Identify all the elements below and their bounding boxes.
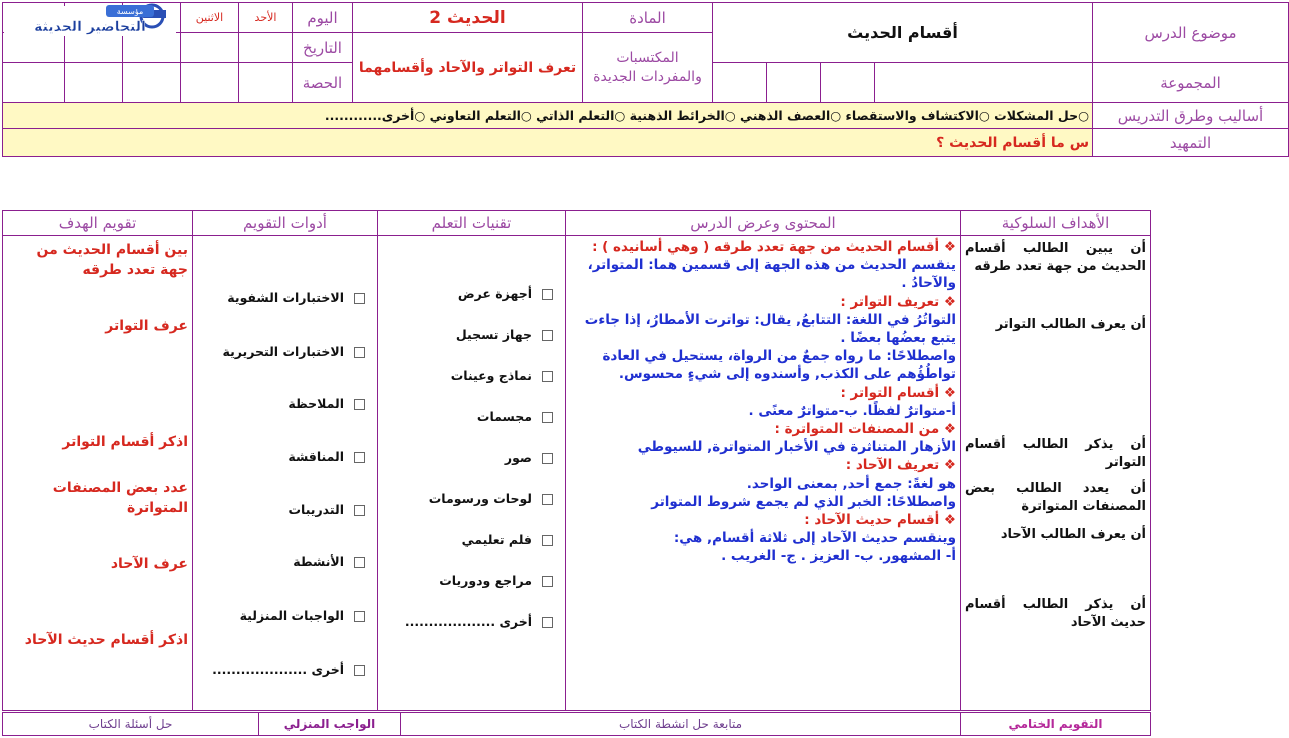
vocab-label: المكتسبات والمفردات الجديدة [583, 33, 713, 103]
content-heading: ❖ أقسام التواتر : [840, 384, 956, 401]
evaluation-item: عدد بعض المصنفات المتواترة [52, 480, 188, 516]
period-cell [123, 63, 181, 103]
technique-label: جهاز تسجيل [455, 327, 532, 342]
logo-line1: مؤسسة [116, 7, 144, 16]
col-objectives-header: الأهداف السلوكية [961, 211, 1151, 236]
content-heading: ❖ تعريف التواتر : [840, 293, 956, 310]
date-label: التاريخ [293, 33, 353, 63]
checkbox-icon[interactable] [542, 576, 553, 587]
technique-label: لوحات ورسومات [428, 491, 532, 506]
group-cell [767, 63, 821, 103]
tool-item[interactable] [288, 449, 365, 464]
checkbox-icon[interactable] [354, 452, 365, 463]
tools-cell [193, 236, 378, 711]
technique-label: أخرى ................... [404, 614, 532, 629]
period-cell [65, 63, 123, 103]
content-line: الأزهار المتناثرة في الأخبار المتواترة, للسيوطي [637, 439, 956, 456]
technique-label: مجسمات [476, 409, 532, 424]
technique-label: أجهزة عرض [457, 286, 532, 301]
checkbox-icon[interactable] [542, 535, 553, 546]
intro-text: س ما أقسام الحديث ؟ [3, 129, 1093, 157]
tool-item[interactable] [293, 554, 365, 569]
checkbox-icon[interactable] [542, 371, 553, 382]
objective-item: أن يذكر الطالب أقسام حديث الآحاد [965, 597, 1146, 630]
tool-label: الواجبات المنزلية [239, 608, 344, 623]
evaluation-item: اذكر أقسام حديث الآحاد [24, 632, 188, 648]
tool-item[interactable] [240, 608, 365, 623]
evaluation-item: اذكر أقسام التواتر [62, 434, 188, 450]
content-heading: ❖ أقسام الحديث من جهة تعدد طرقه ( وهي أسانيده ) : [592, 239, 956, 255]
tool-item[interactable] [288, 502, 365, 517]
content-cell [566, 236, 961, 711]
technique-label: فلم تعليمي [461, 532, 532, 547]
objective-item: أن يعرف الطالب الآحاد [1000, 527, 1146, 542]
final-eval-label: التقويم الختامي [961, 713, 1151, 736]
technique-item[interactable] [462, 532, 553, 547]
group-cell [713, 63, 767, 103]
vocab-value: تعرف التواتر والآحاد وأقسامهما [353, 33, 583, 103]
content-line: أ- المشهور. ب- العزيز . ج- الغريب . [721, 548, 956, 565]
checkbox-icon[interactable] [354, 557, 365, 568]
content-heading: ❖ من المصنفات المتواترة : [774, 421, 956, 438]
period-label: الحصة [293, 63, 353, 103]
technique-item[interactable] [439, 573, 553, 588]
logo-line2: التحاضير الحديثة [34, 19, 146, 35]
technique-item[interactable] [405, 614, 553, 629]
objective-item: أن يبين الطالب أقسام الحديث من جهة تعدد طرقه [965, 241, 1146, 274]
evaluation-item: عرف التواتر [105, 318, 188, 334]
objectives-cell [961, 236, 1151, 711]
technique-label: نماذج وعينات [450, 368, 532, 383]
date-cell [239, 33, 293, 63]
content-line: التواتُرُ في اللغة: التتابعُ, يقال: تواترت الأمطارُ، إذا جاءت يتبع بعضُها بعضًا . [584, 311, 956, 347]
homework-label: الواجب المنزلي [259, 713, 401, 736]
col-techniques-header: تقنيات التعلم [378, 211, 566, 236]
evaluation-item: بين أقسام الحديث من جهة تعدد طرقه [36, 242, 188, 278]
tool-item[interactable] [222, 344, 365, 359]
checkbox-icon[interactable] [354, 505, 365, 516]
techniques-cell [378, 236, 566, 711]
content-lines [570, 238, 956, 566]
tool-item[interactable] [212, 662, 365, 677]
checkbox-icon[interactable] [542, 289, 553, 300]
logo-emblem [2, 2, 178, 38]
checkbox-icon[interactable] [354, 293, 365, 304]
technique-item[interactable] [477, 409, 553, 424]
topic-value: أقسام الحديث [713, 3, 1093, 63]
tool-label: الاختبارات التحريرية [222, 344, 344, 359]
objective-item: أن يعدد الطالب بعض المصنفات المتواترة [965, 481, 1146, 514]
evaluation-cell [3, 236, 193, 711]
subject-value: الحديث 2 [353, 3, 583, 33]
lesson-body-table [2, 210, 1151, 711]
checkbox-icon[interactable] [354, 399, 365, 410]
logo [2, 2, 178, 38]
homework-value: حل أسئلة الكتاب [3, 713, 259, 736]
content-line: واصطلاحًا: الخبر الذي لم يجمع شروط المتواتر [651, 493, 956, 510]
col-content-header: المحتوى وعرض الدرس [566, 211, 961, 236]
objective-item: أن يعرف الطالب التواتر [995, 317, 1146, 332]
technique-item[interactable] [505, 450, 553, 465]
checkbox-icon[interactable] [542, 617, 553, 628]
topic-label: موضوع الدرس [1093, 3, 1289, 63]
checkbox-icon[interactable] [354, 665, 365, 676]
content-line: هو لغةً: جمع أحد, بمعنى الواحد. [746, 475, 956, 492]
subject-label: المادة [583, 3, 713, 33]
content-heading: ❖ تعريف الآحاد : [845, 457, 956, 474]
tool-label: الملاحظة [288, 396, 344, 411]
tool-label: التدريبات [288, 502, 344, 517]
technique-item[interactable] [451, 368, 553, 383]
lesson-header-table [2, 2, 1289, 157]
group-cell [821, 63, 875, 103]
checkbox-icon[interactable] [354, 611, 365, 622]
day-label: اليوم [293, 3, 353, 33]
tool-label: الأنشطة [293, 554, 344, 569]
technique-item[interactable] [458, 286, 553, 301]
col-evaluation-header: تقويم الهدف [3, 211, 193, 236]
day-sunday: الأحد [239, 3, 293, 33]
period-cell [239, 63, 293, 103]
checkbox-icon[interactable] [542, 412, 553, 423]
technique-label: صور [504, 450, 532, 465]
checkbox-icon[interactable] [542, 330, 553, 341]
checkbox-icon[interactable] [542, 494, 553, 505]
evaluation-item: عرف الآحاد [110, 556, 188, 572]
period-cell [3, 63, 65, 103]
content-line: أ-متواترٌ لفظًا. ب-متواترٌ معنًى . [748, 402, 956, 419]
tool-item[interactable] [288, 396, 365, 411]
tool-label: المناقشة [288, 449, 344, 464]
content-line: وينقسم حديث الآحاد إلى ثلاثة أقسام, هي: [673, 530, 956, 547]
checkbox-icon[interactable] [542, 453, 553, 464]
tool-item[interactable] [227, 290, 365, 305]
group-cell [875, 63, 1093, 103]
col-tools-header: أدوات التقويم [193, 211, 378, 236]
technique-label: مراجع ودوريات [439, 573, 532, 588]
group-label: المجموعة [1093, 63, 1289, 103]
period-cell [181, 63, 239, 103]
intro-label: التمهيد [1093, 129, 1289, 157]
content-line: واصطلاحًا: ما رواه جمعٌ من الرواة، يستحيل في العادة تواطُؤُهم على الكذب, وأسندوه إلى شيءٍ محسوس. [602, 348, 956, 383]
objective-item: أن يذكر الطالب أقسام التواتر [965, 437, 1146, 470]
final-eval-value: متابعة حل انشطة الكتاب [401, 713, 961, 736]
content-line: ينقسم الحديث من هذه الجهة إلى قسمين هما: المتواتر، والآحادُ . [587, 257, 956, 292]
content-heading: ❖ أقسام حديث الآحاد : [804, 512, 956, 529]
date-cell [181, 33, 239, 63]
day-monday: الاثنين [181, 3, 239, 33]
lesson-footer-table [2, 712, 1151, 736]
methods-text: ○حل المشكلات ○الاكتشاف والاستقصاء ○العصف الذهني ○الخرائط الذهنية ○التعلم الذاتي ○التعلم التعاوني ○أخرى............ [3, 103, 1093, 129]
checkbox-icon[interactable] [354, 347, 365, 358]
tool-label: الاختبارات الشفوية [227, 290, 344, 305]
methods-label: أساليب وطرق التدريس [1093, 103, 1289, 129]
technique-item[interactable] [456, 327, 553, 342]
technique-item[interactable] [429, 491, 553, 506]
tool-label: أخرى .................... [212, 662, 344, 677]
